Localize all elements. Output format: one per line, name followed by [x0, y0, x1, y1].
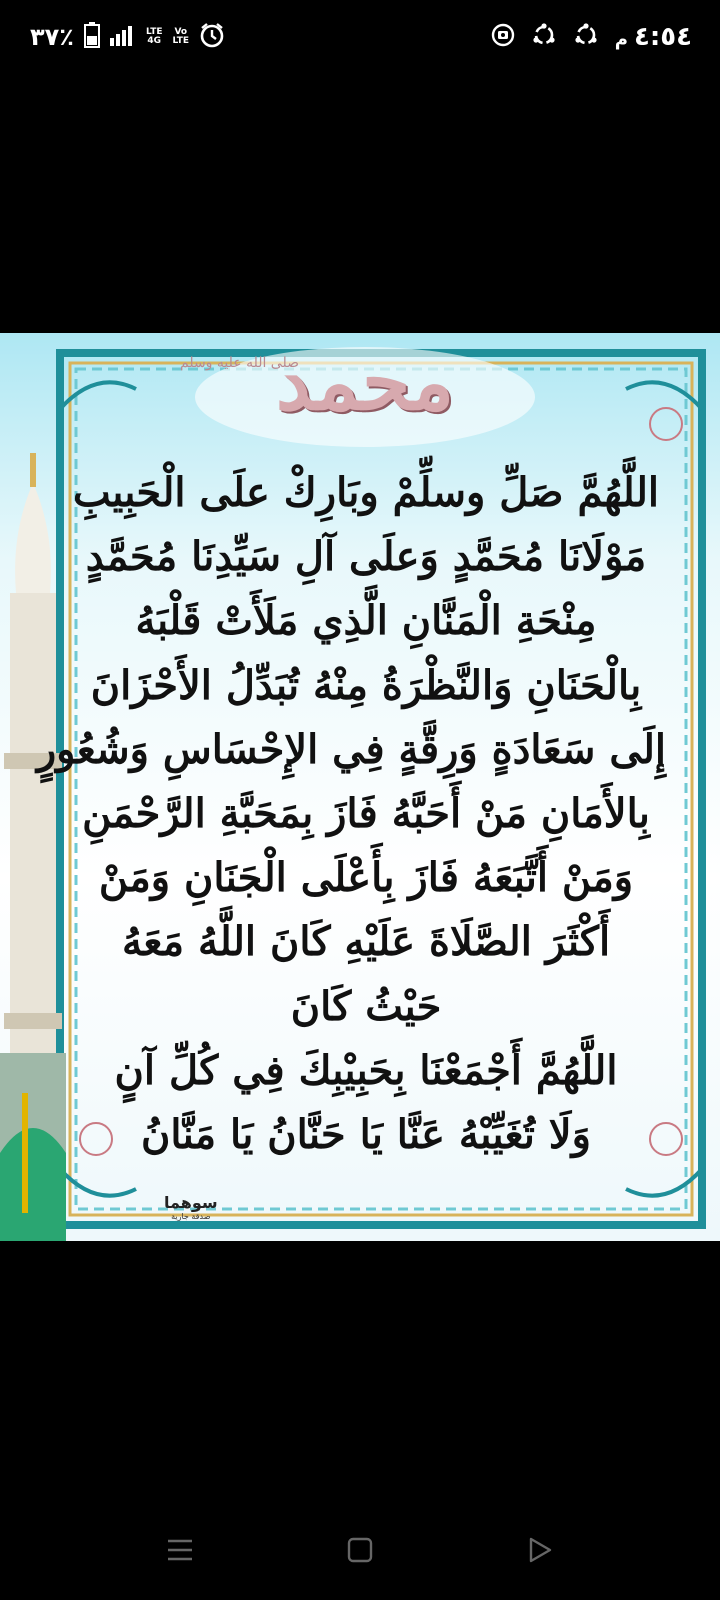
navigation-bar [0, 1500, 720, 1600]
minaret-illustration [0, 453, 66, 1241]
status-left [30, 22, 225, 52]
sync-icon [531, 22, 557, 52]
poem-line: وَلَا تُغَيِّبْهُ عَنَّا يَا حَنَّانُ يَا مَنَّانُ [141, 1111, 591, 1159]
volte-bottom: LTE [172, 36, 190, 46]
status-right [491, 22, 692, 52]
poem-line: حَيْثُ كَانَ [290, 982, 442, 1030]
volte-top: Vo [174, 27, 188, 37]
back-icon [527, 1537, 553, 1563]
poem-line: اللَّهُمَّ أَجْمَعْنَا بِحَبِيْبِكَ فِي كُلِّ آنٍ [114, 1046, 618, 1094]
home-icon [347, 1537, 373, 1563]
alarm-icon [199, 22, 225, 52]
network-sub-label: 4G [147, 36, 162, 46]
poem-line: بِالْحَنَانِ وَالنَّظْرَةُ مِنْهُ تُبَدِّلُ الأَحْزَانَ [90, 661, 642, 709]
menu-button[interactable] [160, 1530, 200, 1570]
clock-group [615, 22, 692, 52]
volte-indicator [173, 28, 190, 46]
status-bar [0, 0, 720, 80]
poem-line: اللَّهُمَّ صَلِّ وسلِّمْ وبَارِكْ علَى الْحَبِيبِ [72, 469, 660, 516]
watermark-logo [164, 1193, 218, 1221]
clock: ٤:٥٤ [633, 22, 692, 52]
logo-text: سوهما [164, 1193, 218, 1212]
displayed-image[interactable] [0, 333, 720, 1241]
battery-percent: ٣٧٪ [30, 23, 74, 51]
network-type [146, 28, 163, 46]
title-note: صلى الله عليه وسلم [180, 355, 299, 371]
network-type-label: LTE [145, 27, 163, 37]
poem-line: مَوْلَانَا مُحَمَّدٍ وَعلَى آلِ سَيِّدِنَا مُحَمَّدٍ [85, 533, 647, 581]
signal-icon [110, 24, 136, 50]
sync-icon [573, 22, 599, 52]
home-button[interactable] [340, 1530, 380, 1570]
poem-line: مِنْحَةِ الْمَنَّانِ الَّذِي مَلَأَتْ قَلْبَهُ [135, 597, 597, 645]
title-text: محمد [275, 337, 455, 428]
poem-line: أَكْثَرَ الصَّلَاةَ عَلَيْهِ كَانَ اللَّهُ مَعَهُ [121, 918, 611, 966]
poem-line: بِالأَمَانِ مَنْ أَحَبَّهُ فَازَ بِمَحَبَّةِ الرَّحْمَنِ [82, 790, 650, 838]
logo-subtext: صدقة جارية [171, 1212, 211, 1221]
title-calligraphy [180, 337, 550, 455]
battery-icon [84, 22, 100, 52]
menu-icon [167, 1538, 193, 1562]
time-suffix: م [614, 29, 628, 50]
poem-text [36, 461, 666, 1167]
screen-record-icon [491, 23, 515, 51]
back-button[interactable] [520, 1530, 560, 1570]
poem-line: إِلَى سَعَادَةٍ وَرِقَّةٍ فِي الإِحْسَاسِ وَشُعُورٍ [36, 725, 666, 773]
poem-line: وَمَنْ أَتَّبَعَهُ فَازَ بِأَعْلَى الْجَنَانِ وَمَنْ [98, 854, 634, 902]
